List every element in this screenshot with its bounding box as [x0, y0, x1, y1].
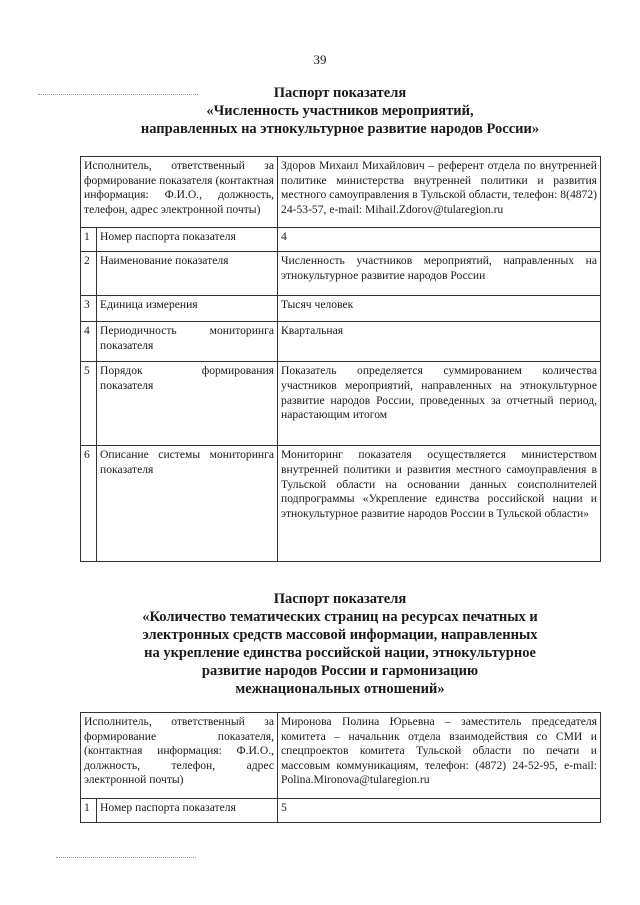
- executor-label: Исполнитель, ответственный за формирование показателя, (контактная информация: Ф.И.О., должность, телефон, адрес электронной почты): [81, 713, 278, 799]
- passport-1-heading-line: направленных на этнокультурное развитие народов России»: [140, 121, 540, 137]
- passport-2-heading-line: развитие народов России и гармонизацию: [201, 663, 479, 679]
- passport-2-heading-line: на укрепление единства российской нации, этнокультурное: [144, 645, 536, 661]
- table-row: [81, 322, 601, 362]
- executor-value: Миронова Полина Юрьевна – заместитель председателя комитета – начальник отдела взаимодействия со СМИ и спецпроектов комитета Тульской области по печати и массовым коммуникациям, телефон: (4872) 24-52-95, e-mail: Polina.Mironova@tularegion.ru: [278, 713, 601, 799]
- table-row: [81, 798, 601, 822]
- row-value: Квартальная: [278, 322, 601, 362]
- row-value: Показатель определяется суммированием количества участников мероприятий, направленных на этнокультурное развитие народов России, проведенных за отчетный период, нарастающим итогом: [278, 362, 601, 446]
- passport-2-table: [80, 712, 601, 823]
- executor-label: Исполнитель, ответственный за формирование показателя (контактная информация: Ф.И.О., должность, телефон, адрес электронной почты): [81, 157, 278, 228]
- row-label: Описание системы мониторинга показателя: [97, 446, 278, 562]
- row-number: 1: [81, 228, 97, 252]
- row-number: 3: [81, 296, 97, 322]
- passport-2-heading-line: электронных средств массовой информации, направленных: [142, 627, 538, 643]
- table-row: [81, 296, 601, 322]
- row-label: Номер паспорта показателя: [97, 228, 278, 252]
- row-value: Мониторинг показателя осуществляется министерством внутренней политики и развития местного самоуправления в Тульской области на основании данных соисполнителей подпрограммы «Укрепление единства российской нации и этнокультурное развитие народов России в Тульской области»: [278, 446, 601, 562]
- executor-value: Здоров Михаил Михайлович – референт отдела по внутренней политике министерства внутренней политики и развития местного самоуправления в Тульской области, телефон: 8(4872) 24-53-57, e-mail: Mihail.Zdorov@tularegion.ru: [278, 157, 601, 228]
- row-value: Тысяч человек: [278, 296, 601, 322]
- passport-1-table: [80, 156, 601, 562]
- table-row: [81, 362, 601, 446]
- passport-1-heading: [60, 84, 620, 138]
- row-number: 5: [81, 362, 97, 446]
- row-label: Периодичность мониторинга показателя: [97, 322, 278, 362]
- table-row: [81, 713, 601, 799]
- passport-2-heading-line: Паспорт показателя: [273, 591, 407, 607]
- scan-artifact-line: [56, 857, 196, 858]
- row-value: Численность участников мероприятий, направленных на этнокультурное развитие народов России: [278, 252, 601, 296]
- passport-2-heading: [60, 590, 620, 698]
- row-value: 5: [278, 798, 601, 822]
- row-number: 1: [81, 798, 97, 822]
- row-label: Номер паспорта показателя: [97, 798, 278, 822]
- row-label: Наименование показателя: [97, 252, 278, 296]
- passport-1-heading-line: Паспорт показателя: [273, 85, 407, 101]
- row-label: Порядок формирования показателя: [97, 362, 278, 446]
- table-row: [81, 228, 601, 252]
- passport-1-heading-line: «Численность участников мероприятий,: [206, 103, 474, 119]
- row-number: 2: [81, 252, 97, 296]
- passport-2-heading-line: «Количество тематических страниц на ресурсах печатных и: [142, 609, 538, 625]
- table-row: [81, 252, 601, 296]
- row-value: 4: [278, 228, 601, 252]
- row-label: Единица измерения: [97, 296, 278, 322]
- row-number: 4: [81, 322, 97, 362]
- passport-2-heading-line: межнациональных отношений»: [235, 681, 445, 697]
- table-row: [81, 157, 601, 228]
- table-row: [81, 446, 601, 562]
- row-number: 6: [81, 446, 97, 562]
- page-number: 39: [313, 52, 327, 67]
